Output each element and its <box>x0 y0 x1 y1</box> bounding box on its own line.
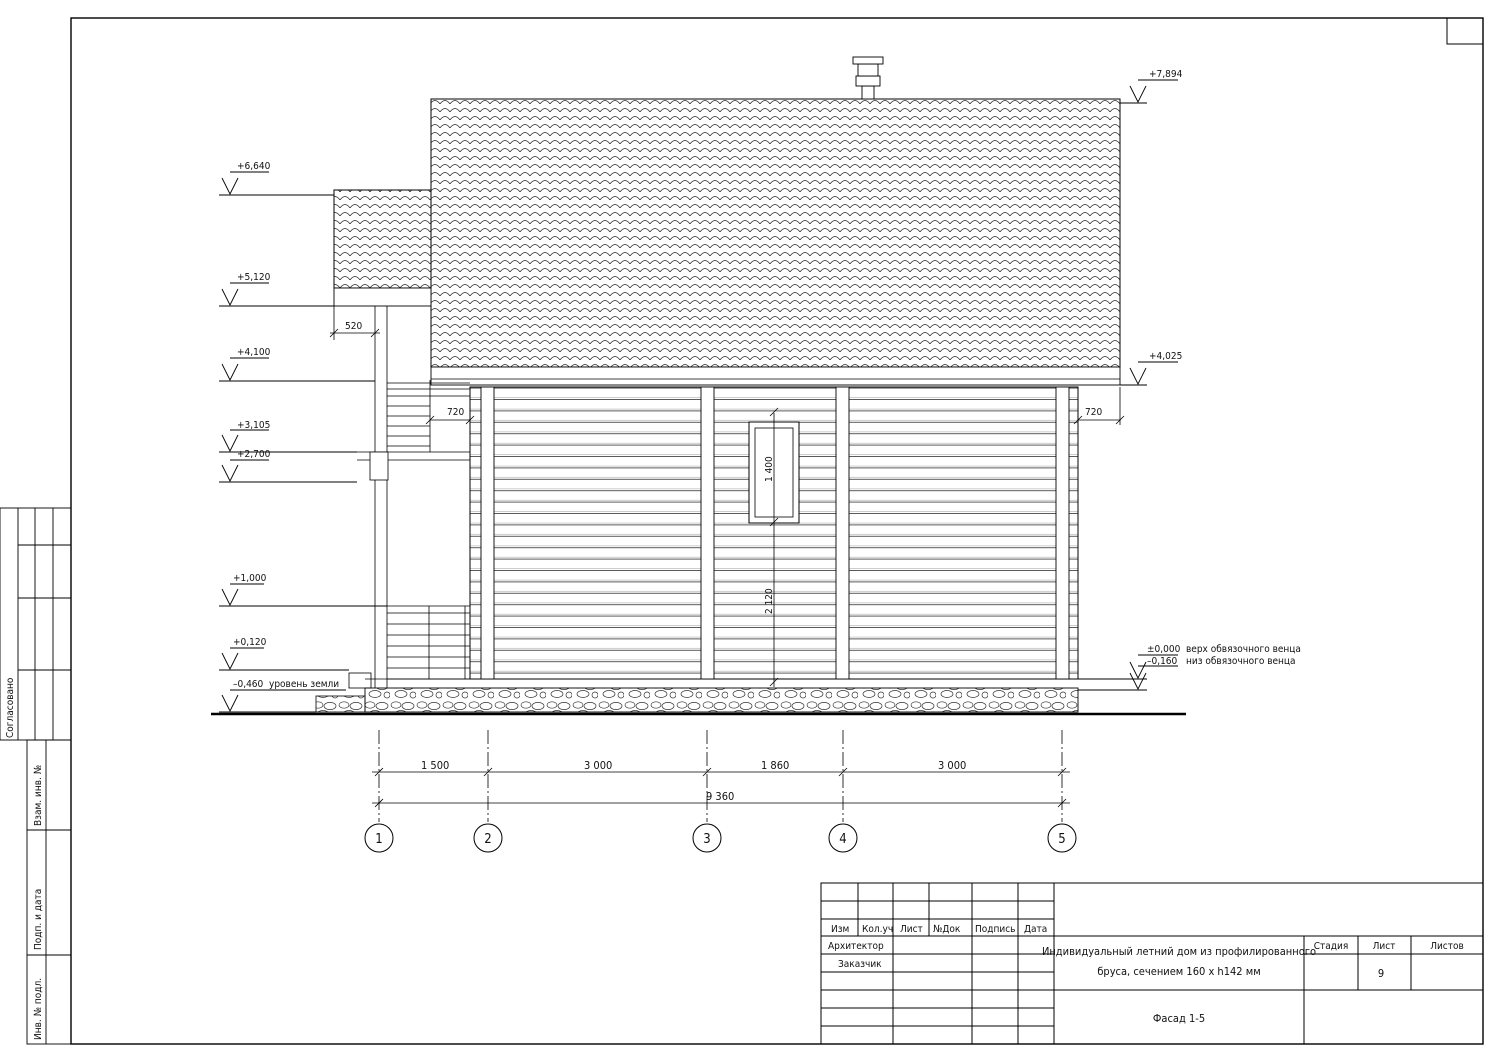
role-customer: Заказчик <box>838 959 882 970</box>
inv-original-label: Инв. № подл. <box>33 977 44 1040</box>
agreed-label: Согласовано <box>5 677 16 738</box>
level-0120: +0,120 <box>233 637 267 648</box>
dim-window-sill: 2 120 <box>764 588 775 614</box>
level-7894: +7,894 <box>1149 69 1183 80</box>
sill-bottom-note: низ обвязочного венца <box>1186 656 1296 667</box>
level-4100: +4,100 <box>237 347 271 358</box>
header-izm: Изм <box>831 924 850 935</box>
level-minus-0460: –0,460 <box>233 679 264 690</box>
sheet-label: Лист <box>1372 941 1396 952</box>
dim-520: 520 <box>345 321 363 332</box>
sheets-label: Листов <box>1430 941 1464 952</box>
replaced-inv-label: Взам. инв. № <box>33 764 44 826</box>
axis-label-3: 3 <box>703 832 711 847</box>
dim-720-right: 720 <box>1085 407 1103 418</box>
project-title-line2: бруса, сечением 160 х h142 мм <box>1097 965 1261 978</box>
level-3105: +3,105 <box>237 420 271 431</box>
axis-markers <box>365 824 1076 852</box>
sign-date-label: Подп. и дата <box>33 888 44 950</box>
sill-top-note: верх обвязочного венца <box>1186 644 1301 655</box>
axis-label-1: 1 <box>375 832 383 847</box>
roof <box>334 99 1120 385</box>
level-1000: +1,000 <box>233 573 267 584</box>
header-ndoc: №Док <box>933 924 961 935</box>
dim-window-height: 1 400 <box>764 456 775 482</box>
stage-label: Стадия <box>1313 941 1349 952</box>
role-architect: Архитектор <box>828 941 884 952</box>
level-2700: +2,700 <box>237 449 271 460</box>
dim-720-left: 720 <box>447 407 465 418</box>
level-minus-0160: –0,160 <box>1147 656 1178 667</box>
header-sign: Подпись <box>975 924 1016 935</box>
header-date: Дата <box>1024 924 1048 935</box>
sheet-title: Фасад 1-5 <box>1152 1012 1206 1025</box>
dim-3000-a: 3 000 <box>584 759 613 772</box>
ground-level-note: уровень земли <box>269 679 340 690</box>
project-title-line1: Индивидуальный летний дом из профилированного <box>1041 945 1317 958</box>
sheet-number: 9 <box>1377 967 1385 980</box>
level-5120: +5,120 <box>237 272 271 283</box>
dim-3000-b: 3 000 <box>938 759 967 772</box>
axis-dimension-lines <box>372 730 1070 822</box>
header-kol: Кол.уч <box>862 924 894 935</box>
axis-label-5: 5 <box>1058 832 1066 847</box>
level-0000: ±0,000 <box>1147 644 1181 655</box>
dim-total: 9 360 <box>706 790 735 803</box>
chimney <box>853 57 883 99</box>
axis-label-2: 2 <box>484 832 492 847</box>
dim-1860: 1 860 <box>761 759 790 772</box>
axis-label-4: 4 <box>839 832 847 847</box>
dim-1500: 1 500 <box>421 759 450 772</box>
level-4025: +4,025 <box>1149 351 1183 362</box>
header-list: Лист <box>900 924 923 935</box>
level-6640: +6,640 <box>237 161 271 172</box>
